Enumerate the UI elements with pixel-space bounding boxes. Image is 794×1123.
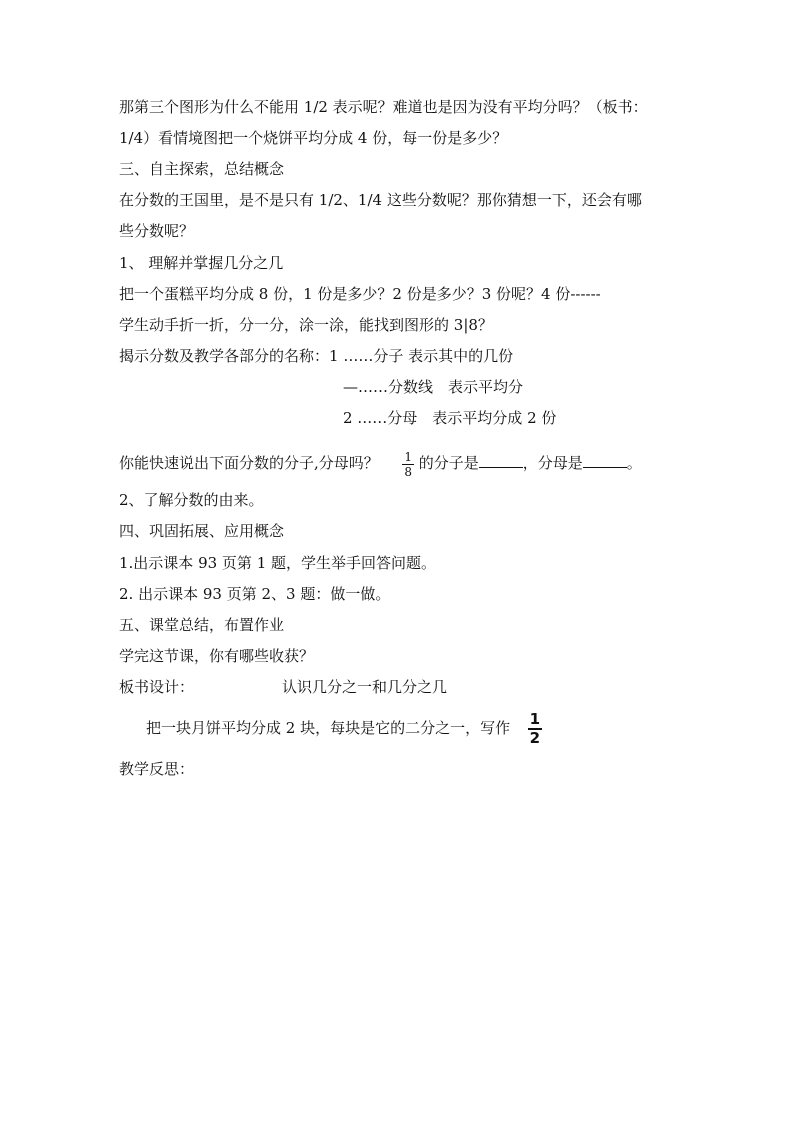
subsection-heading: 1、 理解并掌握几分之几 (119, 254, 284, 272)
paragraph-line: 那第三个图形为什么不能用 1/2 表示呢？难道也是因为没有平均分吗？（板书： (119, 98, 648, 116)
fraction-numerator: 1 (529, 710, 541, 728)
section-heading: 三、自主探索，总结概念 (119, 160, 285, 178)
section-heading: 四、巩固拓展、应用概念 (119, 522, 285, 540)
paragraph-line: 1/4）看情境图把一个烧饼平均分成 4 份，每一份是多少？ (119, 129, 508, 147)
fraction-one-half (528, 712, 542, 746)
fraction-denominator: 2 (529, 729, 541, 747)
fraction-numerator: 1 (404, 449, 412, 464)
fraction-one-eighth (402, 451, 414, 478)
board-design-text: 把一块月饼平均分成 2 块，每块是它的二分之一，写作 (146, 719, 511, 737)
fraction-part-denominator: 2 ……分母 表示平均分成 2 份 (343, 409, 557, 427)
paragraph-line: 1.出示课本 93 页第 1 题，学生举手回答问题。 (119, 554, 437, 572)
fraction-denominator: 8 (404, 464, 412, 479)
paragraph-line: 揭示分数及教学各部分的名称：1 ……分子 表示其中的几份 (119, 347, 514, 365)
exercise-end: 。 (626, 454, 642, 472)
denominator-blank[interactable] (583, 453, 627, 468)
paragraph-line: 些分数呢？ (119, 222, 195, 240)
board-design-content (146, 708, 542, 748)
section-heading: 五、课堂总结，布置作业 (119, 616, 285, 634)
fraction-part-line: —……分数线 表示平均分 (343, 378, 524, 396)
paragraph-line: 把一个蛋糕平均分成 8 份，1 份是多少？2 份是多少？3 份呢？4 份------ (119, 285, 601, 303)
paragraph-line: 学完这节课，你有哪些收获？ (119, 647, 315, 665)
exercise-prompt: 你能快速说出下面分数的分子,分母吗？ (119, 454, 379, 472)
numerator-blank[interactable] (479, 453, 523, 468)
board-design-label: 板书设计： (119, 678, 195, 696)
exercise-numerator-label: 的分子是 (418, 454, 479, 472)
board-design-title: 认识几分之一和几分之几 (282, 678, 448, 696)
teaching-reflection-label: 教学反思： (119, 760, 195, 778)
paragraph-line: 学生动手折一折，分一分，涂一涂，能找到图形的 3|8？ (119, 316, 493, 334)
paragraph-line: 2. 出示课本 93 页第 2、3 题：做一做。 (119, 585, 391, 603)
subsection-heading: 2、了解分数的由来。 (119, 491, 264, 509)
paragraph-line: 在分数的王国里，是不是只有 1/2、1/4 这些分数呢？那你猜想一下，还会有哪 (119, 191, 642, 209)
exercise-denominator-label: ，分母是 (522, 454, 583, 472)
exercise-line (119, 448, 642, 478)
